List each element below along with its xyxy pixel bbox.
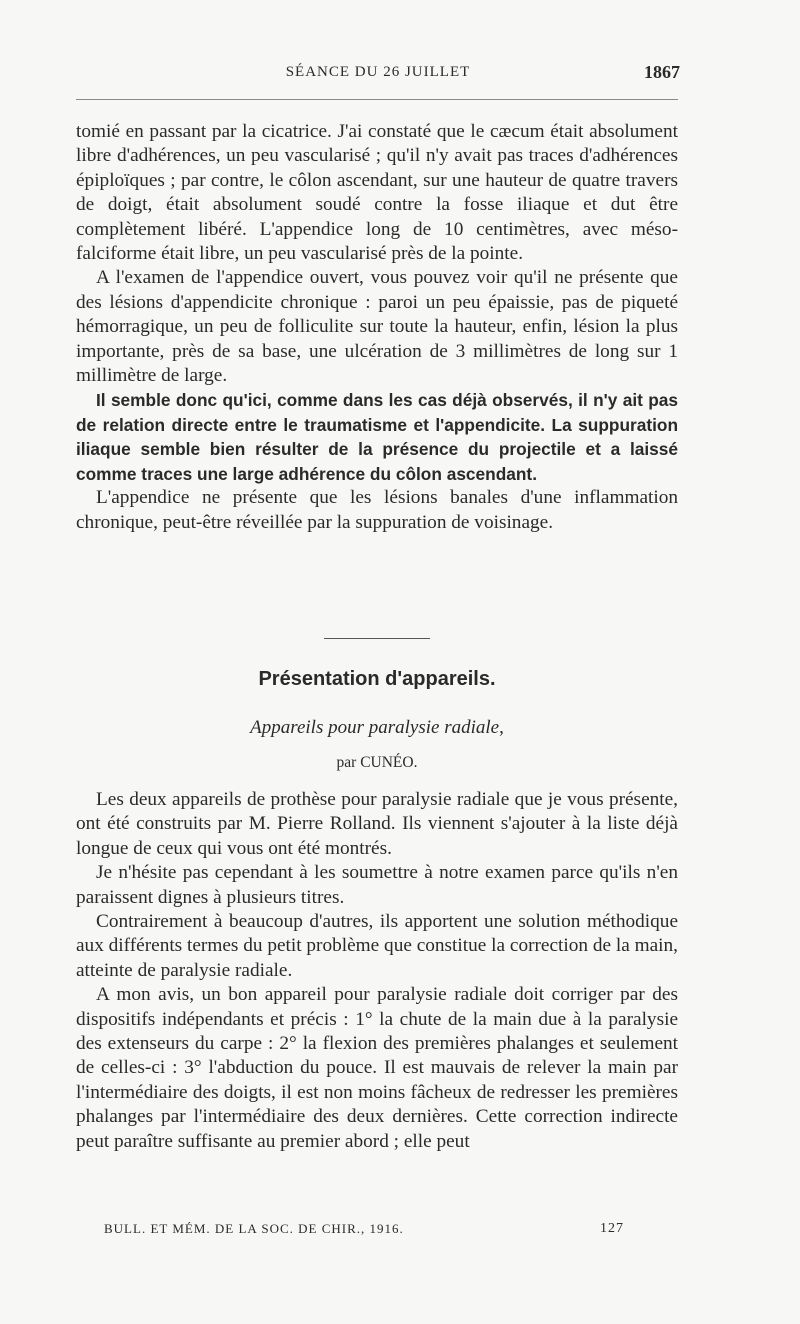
section-author: par CUNÉO. xyxy=(336,754,418,771)
paragraph-conclusion: Il semble donc qu'ici, comme dans les cas déjà observés, il n'y ait pas de relation directe entre le traumatisme et l'appendicite. La suppuration iliaque semble bien résulter de la présence du projectile et a laissé comme traces une large adhérence du côlon ascendant. xyxy=(76,390,678,484)
text-block-appareils xyxy=(76,788,678,1154)
paragraph: L'appendice ne présente que les lésions banales d'une inflammation chronique, peut-être réveillée par la suppuration de voisinage. xyxy=(76,487,678,533)
section-subtitle: Appareils pour paralysie radiale, xyxy=(250,717,504,738)
paragraph: A mon avis, un bon appareil pour paralysie radiale doit corriger par des dispositifs indépendants et précis : 1° la chute de la main due à la paralysie des extenseurs du carpe : 2° la flexion des premières phalanges et seulement de celles-ci : 3° l'abduction du pouce. Il est mauvais de relever la main par l'intermédiaire des doigts, il est non moins fâcheux de redresser les premières phalanges par l'intermédiaire des deux dernières. Cette correction indirecte peut paraître suffisante au premier abord ; elle peut xyxy=(76,984,678,1152)
page-number: 1867 xyxy=(644,62,680,82)
bulletin-reference: BULL. ET MÉM. DE LA SOC. DE CHIR., 1916. xyxy=(104,1221,404,1236)
paragraph: tomié en passant par la cicatrice. J'ai constaté que le cæcum était absolument libre d'adhérences, un peu vascularisé ; qu'il n'y avait pas traces d'adhérences épiploïques ; par contre, le côlon ascendant, sur une hauteur de quatre travers de doigt, était absolument soudé contre la fosse iliaque et dut être complètement libéré. L'appendice long de 10 centimètres, avec méso-falciforme était libre, un peu vascularisé près de la pointe. xyxy=(76,121,678,265)
paragraph: Les deux appareils de prothèse pour paralysie radiale que je vous présente, ont été construits par M. Pierre Rolland. Ils viennent s'ajouter à la liste déjà longue de ceux qui vous ont été montrés. xyxy=(76,789,678,859)
text-block-appendicite xyxy=(76,120,678,535)
running-title: SÉANCE DU 26 JUILLET xyxy=(285,64,471,80)
signature-number: 127 xyxy=(600,1221,624,1236)
paragraph: Contrairement à beaucoup d'autres, ils apportent une solution méthodique aux différents termes du petit problème que constitue la correction de la main, atteinte de paralysie radiale. xyxy=(76,911,678,981)
paragraph: Je n'hésite pas cependant à les soumettre à notre examen parce qu'ils n'en paraissent dignes à plusieurs titres. xyxy=(76,862,678,908)
section-separator xyxy=(324,638,430,639)
header-rule xyxy=(76,99,678,100)
section-title: Présentation d'appareils. xyxy=(258,668,496,690)
paragraph: A l'examen de l'appendice ouvert, vous pouvez voir qu'il ne présente que des lésions d'appendicite chronique : paroi un peu épaissie, pas de piqueté hémorragique, un peu de folliculite sur toute la hauteur, enfin, lésion la plus importante, près de sa base, une ulcération de 3 millimètres de long sur 1 millimètre de large. xyxy=(76,267,678,387)
page-header xyxy=(76,64,680,90)
